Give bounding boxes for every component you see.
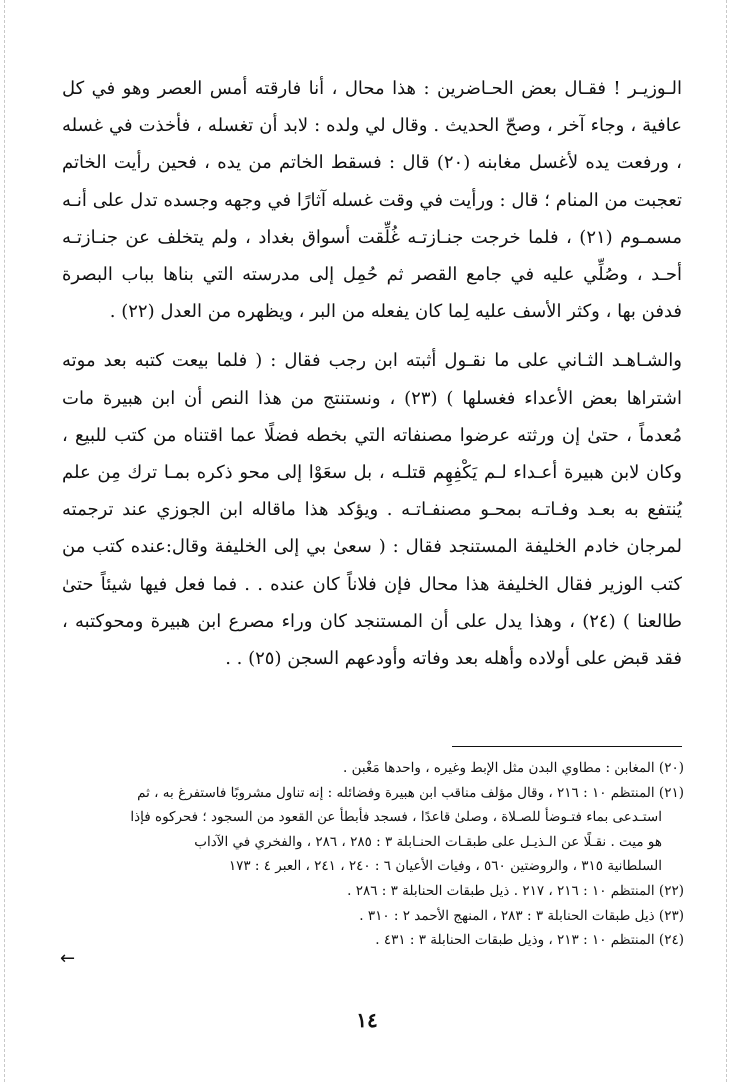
continuation-arrow-icon: ← [60, 948, 76, 969]
footnote-21-line-3: هو ميت . نقـلًا عن الـذيـل على طبقـات الحنـابلة ٣ : ٢٨٥ ، ٢٨٦ ، والفخري في الآداب [194, 833, 662, 850]
footnote-21-line-4: السلطانية ٣١٥ ، والروضتين ٥٦٠ ، وفيات الأعيان ٦ : ٢٤٠ ، ٢٤١ ، العبر ٤ : ١٧٣ [228, 858, 662, 875]
footnote-23: (٢٣) ذيل طبقات الحنابلة ٣ : ٢٨٣ ، المنهج الأحمد ٢ : ٣١٠ . [359, 907, 684, 924]
left-margin-guide [4, 0, 5, 1082]
footnote-20: (٢٠) المغابن : مطاوي البدن مثل الإبط وغيره ، واحدها مَغْبن . [343, 760, 684, 776]
page-number: ١٤ [356, 1008, 378, 1032]
footnote-24: (٢٤) المنتظم ١٠ : ٢١٣ ، وذيل طبقات الحنابلة ٣ : ٤٣١ . [375, 932, 684, 949]
footnotes [52, 756, 684, 953]
main-text [62, 70, 682, 677]
footnote-separator [452, 746, 682, 747]
footnote-21-line-2: استـدعى بماء فتـوضأ للصـلاة ، وصلىٰ قاعدًا ، فسجد فأبطأ عن القعود من السجود ؛ فحركوه فإذا [130, 809, 662, 826]
right-margin-guide [726, 0, 727, 1082]
paragraph-2: والشـاهـد الثـاني على ما نقـول أثبته ابن رجب فقال : ( فلما بيعت كتبه بعد موته اشتراها بعض الأعداء فغسلها ) (٢٣) ، ونستنتج من هذا النص أن ابن هبيرة مات مُعدماً ، حتىٰ إن ورثته عرضوا مصنفاته التي بخطه فضلًا عما اقتناه من كتب للبيع ، وكان لابن هبيرة أعـداء لـم يَكْفِهِم قتلـه ، بل سعَوْا إلى محو ذكره بمـا ترك مِن علم يُنتفع به بعـد وفـاتـه بمحـو مصنفـاتـه . ويؤكد هذا ماقاله ابن الجوزي عند ترجمته لمرجان خادم الخليفة المستنجد فقال : ( سعىٰ بي إلى الخليفة وقال:عنده كتب من كتب الوزير فقال الخليفة هذا محال فإن فلاناً كان عنده . . فما فعل فيها شيئاً حتىٰ طالعنا ) (٢٤) ، وهذا يدل على أن المستنجد كان وراء مصرع ابن هبيرة ومحوكتبه ، فقد قبض على أولاده وأهله بعد وفاته وأودعهم السجن (٢٥) . . [62, 350, 683, 670]
footnote-22: (٢٢) المنتظم ١٠ : ٢١٦ ، ٢١٧ . ذيل طبقات الحنابلة ٣ : ٢٨٦ . [347, 882, 684, 899]
paragraph-1: الـوزيـر ! فقـال بعض الحـاضرين : هذا محال ، أنا فارقته أمس العصر وهو في كل عافية ، وجاء آخر ، وصحّ الحديث . وقال لي ولده : لابد أن تغسله ، فأخذت في غسله ، ورفعت يده لأغسل مغابنه (٢٠) قال : فسقط الخاتم من يده ، فحين رأيت الخاتم تعجبت من المنام ؛ قال : ورأيت في وقت غسله آثارًا في وجهه وجسده تدل على أنـه مسمـوم (٢١) ، فلما خرجت جنـازتـه غُلِّقت أسواق بغداد ، ولم يتخلف عن جنـازتـه أحـد ، وصُلِّي عليه في جامع القصر ثم حُمِل إلى مدرسته التي بناها بباب البصرة فدفن بها ، وكثر الأسف عليه لِما كان يفعله من البر ، ويظهره من العدل (٢٢) . [62, 78, 682, 323]
footnote-21: (٢١) المنتظم ١٠ : ٢١٦ ، وقال مؤلف مناقب ابن هبيرة وفضائله : إنه تناول مشروبًا فاستفرغ به ، ثم [137, 784, 684, 801]
